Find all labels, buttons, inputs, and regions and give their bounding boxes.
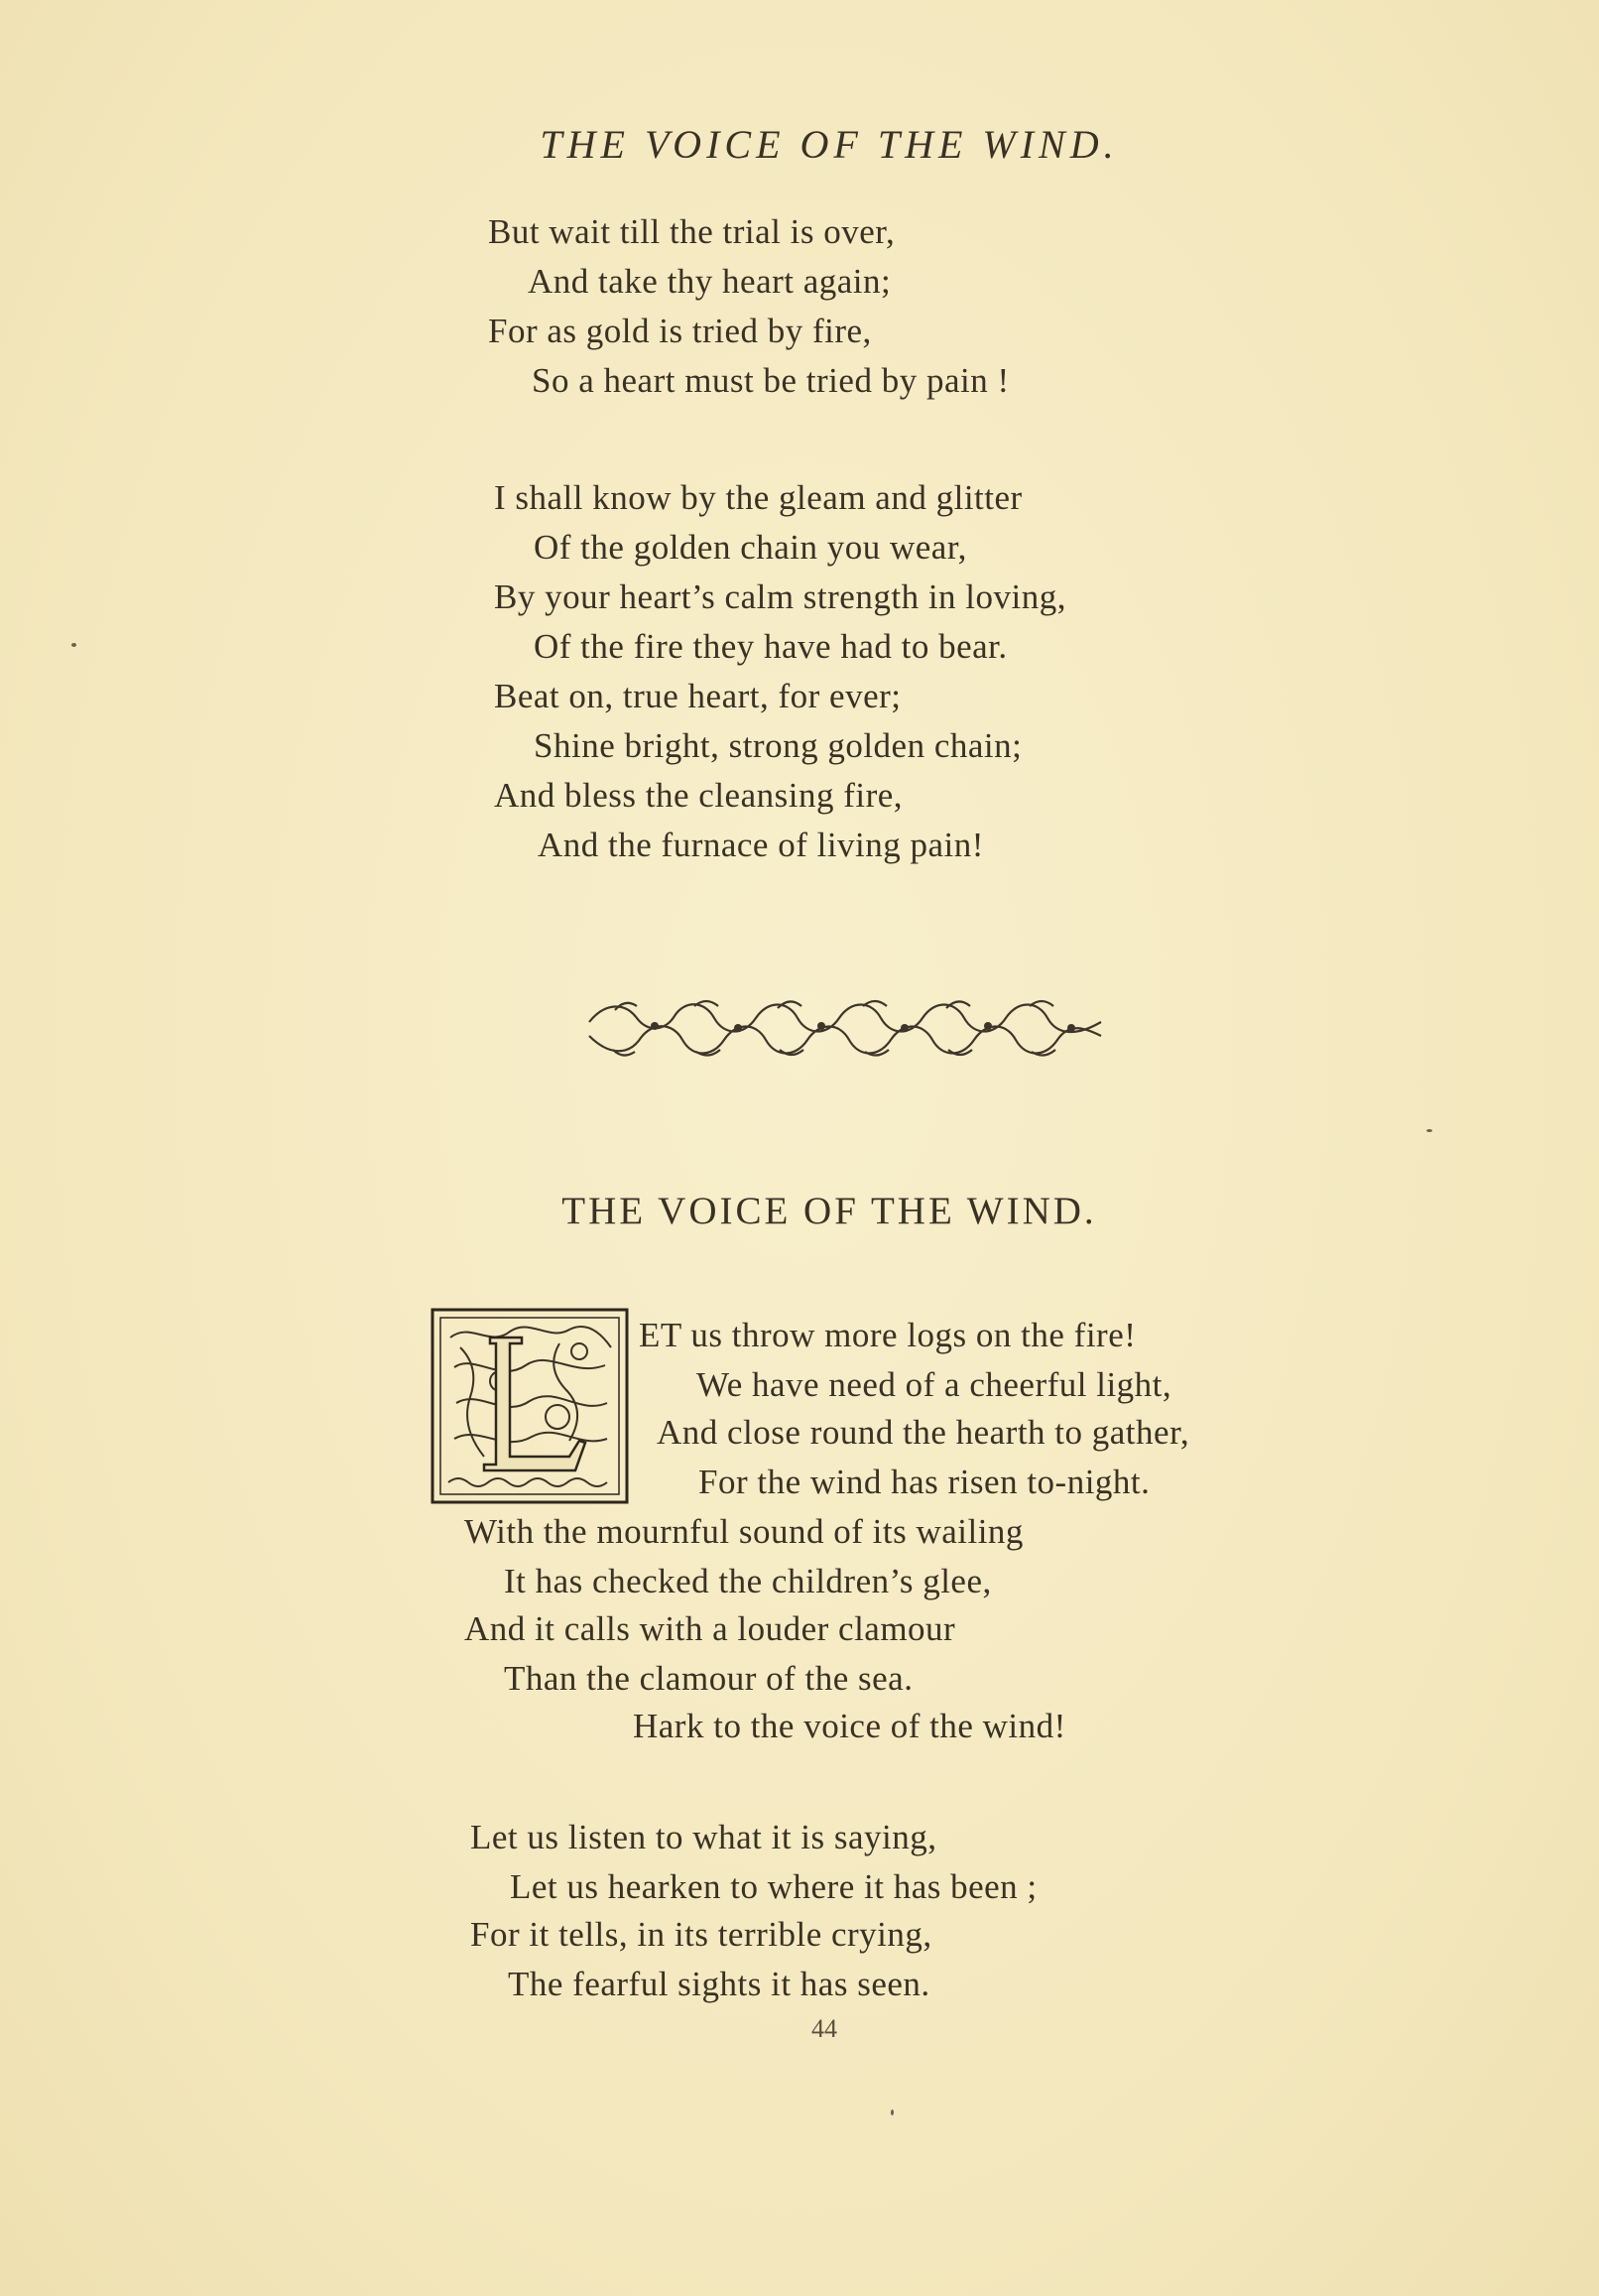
- poem-line: And bless the cleansing fire,: [494, 776, 904, 815]
- poem-line: And take thy heart again;: [528, 262, 892, 301]
- poem-line: Shine bright, strong golden chain;: [534, 726, 1023, 765]
- poem-line: So a heart must be tried by pain !: [532, 361, 1010, 400]
- drop-cap: [430, 1308, 629, 1504]
- poem-line: Let us hearken to where it has been ;: [510, 1867, 1038, 1906]
- poem-line: With the mournful sound of its wailing: [464, 1512, 1024, 1551]
- poem-line: And close round the hearth to gather,: [657, 1413, 1190, 1452]
- poem-line: By your heart’s calm strength in loving,: [494, 577, 1066, 616]
- poem-line: But wait till the trial is over,: [488, 212, 896, 251]
- poem-line: Than the clamour of the sea.: [504, 1659, 914, 1698]
- poem-line: And it calls with a louder clamour: [464, 1609, 956, 1648]
- poem-line: Of the fire they have had to bear.: [534, 627, 1008, 666]
- page-number: 44: [811, 2014, 837, 2043]
- paper-speck: [1426, 1129, 1432, 1132]
- poem-line: Hark to the voice of the wind!: [633, 1707, 1066, 1745]
- running-head: THE VOICE OF THE WIND.: [540, 122, 1119, 167]
- poem-line: Of the golden chain you wear,: [534, 528, 967, 567]
- poem-line: For as gold is tried by fire,: [488, 312, 872, 350]
- paper-speck: [891, 2109, 894, 2115]
- poem-line: ET us throw more logs on the fire!: [639, 1316, 1137, 1354]
- svg-text:L: L: [530, 1419, 537, 1430]
- poem-line: It has checked the children’s glee,: [504, 1562, 992, 1600]
- poem-line: Beat on, true heart, for ever;: [494, 677, 902, 715]
- decorative-ornament: [585, 992, 1105, 1062]
- poem-line: I shall know by the gleam and glitter: [494, 478, 1023, 517]
- poem-line: For it tells, in its terrible crying,: [470, 1915, 932, 1954]
- poem-line: Let us listen to what it is saying,: [470, 1818, 937, 1856]
- poem-title: THE VOICE OF THE WIND.: [561, 1190, 1097, 1232]
- poem-line: The fearful sights it has seen.: [508, 1965, 930, 2003]
- poem-line: For the wind has risen to-night.: [698, 1463, 1151, 1501]
- poem-line: We have need of a cheerful light,: [696, 1365, 1172, 1404]
- paper-speck: [71, 643, 76, 647]
- poem-line: And the furnace of living pain!: [538, 826, 984, 864]
